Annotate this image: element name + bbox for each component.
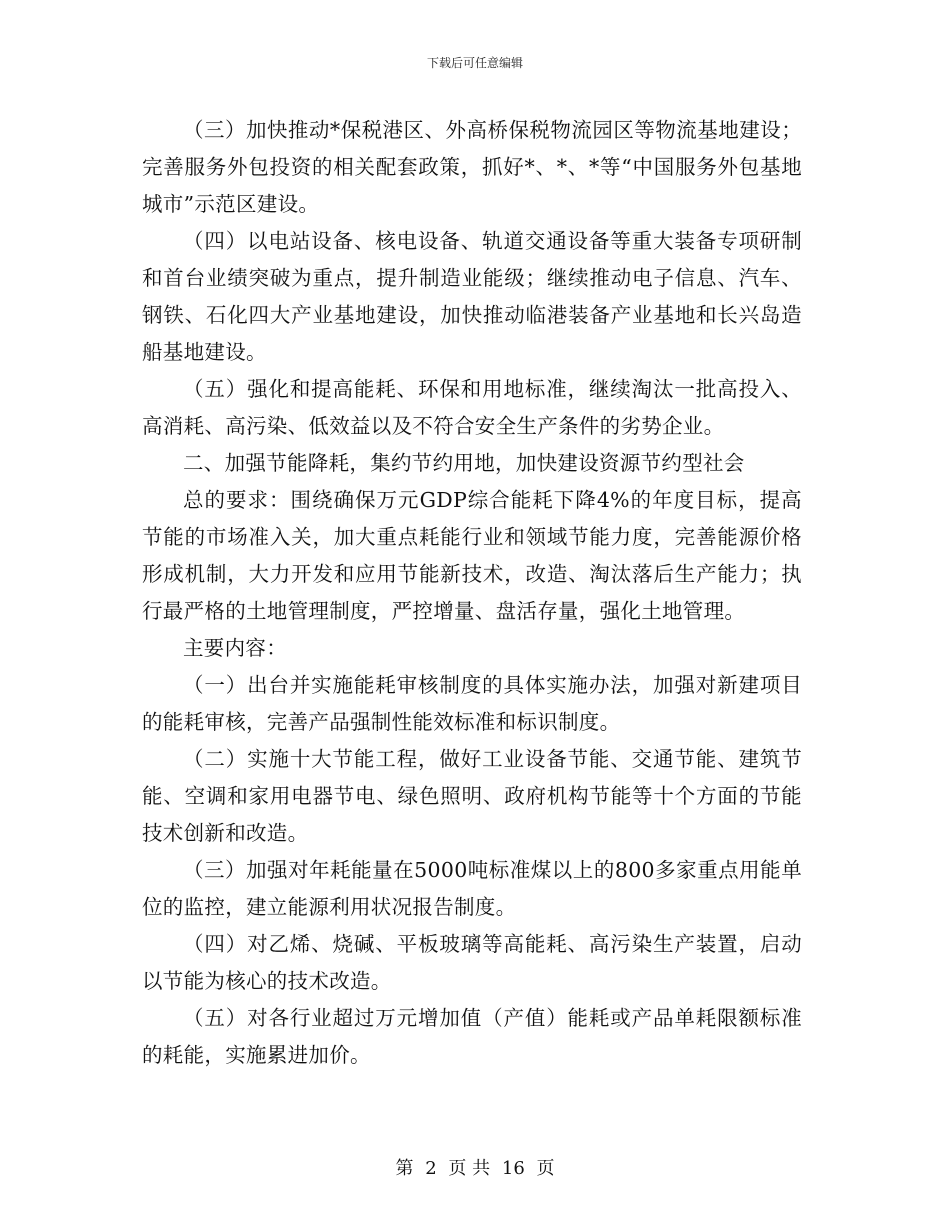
- paragraph-equipment-manufacturing: （四）以电站设备、核电设备、轨道交通设备等重大装备专项研制和首台业绩突破为重点，提升制造业能级；继续推动电子信息、汽车、钢铁、石化四大产业基地建设，加快推动临港装备产业基地和长兴岛造船基地建设。: [142, 229, 802, 364]
- paragraph-standards: （五）强化和提高能耗、环保和用地标准，继续淘汰一批高投入、高消耗、高污染、低效益以及不符合安全生产条件的劣势企业。: [142, 377, 802, 438]
- paragraph-item-2: （二）实施十大节能工程，做好工业设备节能、交通节能、建筑节能、空调和家用电器节电、绿色照明、政府机构节能等十个方面的节能技术创新和改造。: [142, 747, 802, 845]
- footer-suffix: 页: [536, 1158, 555, 1179]
- paragraph-item-1: （一）出台并实施能耗审核制度的具体实施办法，加强对新建项目的能耗审核，完善产品强制性能效标准和标识制度。: [142, 673, 802, 734]
- paragraph-logistics-base: （三）加快推动*保税港区、外高桥保税物流园区等物流基地建设；完善服务外包投资的相关配套政策，抓好*、*、*等“中国服务外包基地城市”示范区建设。: [142, 118, 802, 216]
- footer-middle: 页 共: [448, 1158, 491, 1179]
- section-heading-energy-saving: 二、加强节能降耗，集约节约用地，加快建设资源节约型社会: [183, 451, 745, 475]
- paragraph-item-3: （三）加强对年耗能量在5000吨标准煤以上的800多家重点用能单位的监控，建立能源利用状况报告制度。: [142, 858, 802, 919]
- footer-prefix: 第: [395, 1158, 414, 1179]
- paragraph-item-5: （五）对各行业超过万元增加值（产值）能耗或产品单耗限额标准的耗能，实施累进加价。: [142, 1006, 802, 1067]
- header-note: 下载后可任意编辑: [426, 56, 523, 70]
- document-body: [142, 112, 802, 1074]
- page-footer: [0, 1154, 950, 1180]
- footer-total-pages: 16: [501, 1158, 525, 1179]
- paragraph-item-4: （四）对乙烯、烧碱、平板玻璃等高能耗、高污染生产装置，启动以节能为核心的技术改造。: [142, 932, 802, 993]
- paragraph-general-requirements: 总的要求：围绕确保万元GDP综合能耗下降4%的年度目标，提高节能的市场准入关，加大重点耗能行业和领域节能力度，完善能源价格形成机制，大力开发和应用节能新技术，改造、淘汰落后生产能力；执行最严格的土地管理制度，严控增量、盘活存量，强化土地管理。: [142, 488, 802, 623]
- footer-current-page: 2: [425, 1158, 437, 1179]
- main-content-label: 主要内容：: [183, 636, 287, 660]
